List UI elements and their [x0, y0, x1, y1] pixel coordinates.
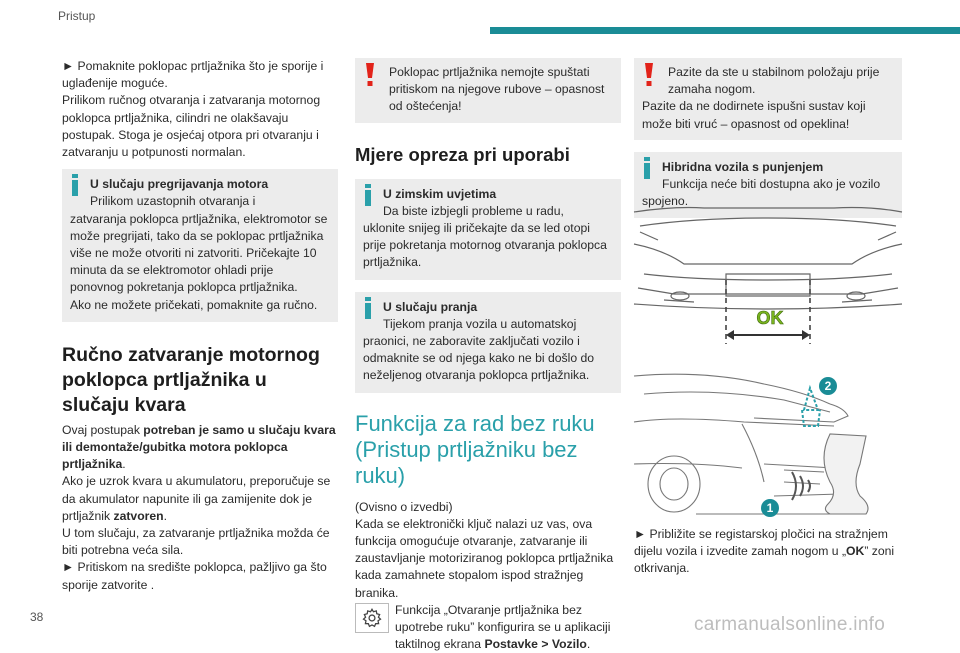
text-run-bold: OK	[846, 544, 865, 559]
paragraph-battery-cause	[62, 473, 338, 525]
text-run: Ovaj postupak	[62, 422, 144, 437]
warning-icon	[644, 63, 654, 92]
paragraph-step-approach-plate	[634, 526, 902, 578]
warning-icon	[365, 63, 375, 92]
paragraph-depending-version: (Ovisno o izvedbi)	[355, 499, 453, 514]
page-number: 38	[30, 610, 44, 624]
settings-path: Postavke > Vozilo	[484, 637, 587, 652]
running-header-section: Pristup	[58, 9, 96, 23]
lid-open-arrow-stem	[802, 410, 820, 426]
info-box-text-first: Da biste izbjegli probleme u radu,	[383, 203, 564, 218]
info-box-washing	[355, 292, 621, 393]
figure-foot-swing	[634, 364, 902, 522]
header-accent-bar	[490, 27, 960, 34]
text-run-bold: potreban je samo u slučaju kvara ili demontaže/gubitka motora poklopca prtljažnika	[62, 422, 336, 472]
info-icon	[363, 297, 373, 324]
text-run: .	[122, 457, 126, 472]
warning-text: Pazite da ne dodirnete ispušni sustav koji može biti vruć – opasnost od opeklina!	[642, 99, 866, 131]
info-box-heading: U slučaju pregrijavanja motora	[90, 177, 269, 192]
info-box-text-first: Tijekom pranja vozila u automatskoj	[383, 316, 577, 331]
settings-note	[355, 602, 621, 653]
info-box-text-first: Funkcija neće biti dostupna ako je vozilo	[662, 177, 881, 192]
warning-text-second: zamaha nogom.	[668, 82, 756, 97]
info-box-text-last: Ako ne možete pričekati, pomaknite ga ručno.	[70, 297, 318, 312]
warning-text: pritiskom na njegove rubove – opasnost od oštećenja!	[389, 82, 605, 114]
info-box-text-first: Prilikom uzastopnih otvaranja i	[90, 194, 256, 209]
column-2	[355, 58, 621, 653]
figure-marker-1: 1	[766, 501, 774, 515]
column-3-bottom	[634, 526, 902, 578]
info-box-heading: U zimskim uvjetima	[383, 186, 497, 201]
watermark: carmanualsonline.info	[694, 614, 886, 635]
info-icon	[642, 157, 652, 184]
text-run: Ako je uzrok kvara u akumulatoru, preporučuje se da akumulator napunite ili ga zamijenite dok je prtljažnik	[62, 474, 331, 523]
paragraph-procedure-scope	[62, 422, 338, 474]
text-run: ” zoni otkrivanja.	[634, 544, 895, 576]
paragraph-manual-resistance: Prilikom ručnog otvaranja i zatvaranja motornog poklopca prtljažnika, cilindri ne olakšavaju postupak. Stoga je osjećaj otpora pri otvaranju i zatvaranju u potpunosti normalan.	[62, 93, 321, 160]
rear-bumper-illustration	[634, 204, 902, 360]
info-box-text: praonici, ne zaboravite zaključati vozilo i odmaknite se od njega kako ne bi došlo do neželjenog otvaranja poklopca prtljažnika.	[363, 334, 595, 383]
info-box-heading: U slučaju pranja	[383, 299, 478, 314]
figure-marker-2: 2	[824, 379, 832, 393]
paragraph-step-move-slowly: ► Pomaknite poklopac prtljažnika što je sporije i uglađenije moguće.	[62, 59, 324, 91]
text-run: .	[586, 637, 591, 652]
text-run: .	[163, 508, 167, 523]
section-title-precautions: Mjere opreza pri uporabi	[355, 143, 570, 165]
column-1	[62, 58, 338, 594]
info-box-text: spojeno.	[642, 194, 689, 209]
settings-note-text: Funkcija „Otvaranje prtljažnika bez upotrebe ruku” konfigurira se u aplikaciji taktilnog ekrana	[395, 602, 611, 652]
warning-text-first: Pazite da ste u stabilnom položaju prije	[668, 65, 880, 79]
info-box-winter	[355, 179, 621, 280]
info-box-overheating	[62, 169, 338, 322]
section-title-manual-closing: Ručno zatvaranje motornog poklopca prtljažnika u slučaju kvara	[62, 343, 320, 416]
warning-text-first: Poklopac prtljažnika nemojte spuštati	[389, 65, 590, 79]
paragraph-more-force: U tom slučaju, za zatvaranje prtljažnika možda će biti potrebna veća sila.	[62, 526, 330, 558]
text-run-bold: zatvoren	[113, 508, 164, 523]
info-box-text: zatvaranja poklopca prtljažnika, elektromotor se može pregrijati, tako da se poklopac prtljažnika više ne može otvoriti ni zatvoriti. Pričekajte 10 minuta da se elektromotor ohladi prije ponovnog pokretanja poklopca prtljažnika.	[70, 211, 328, 295]
gear-icon	[355, 603, 389, 633]
figure-detection-zone	[634, 204, 902, 360]
section-title-hands-free: Funkcija za rad bez ruku (Pristup prtljažniku bez ruku)	[355, 410, 595, 488]
warning-box-stability	[634, 58, 902, 140]
warning-box-edges	[355, 58, 621, 123]
text-run: ► Približite se registarskoj pločici na stražnjem dijelu vozila i izvedite zamah nogom u „	[634, 527, 888, 559]
leg-shape	[824, 434, 868, 514]
info-box-text: uklonite snijeg ili pričekajte da se led otopi prije pokretanja motornog otvaranja poklopca prtljažnika.	[363, 221, 607, 270]
info-icon	[363, 184, 373, 211]
column-3	[634, 58, 902, 218]
paragraph-step-press-center: ► Pritiskom na središte poklopca, pažljivo ga što sporije zatvorite .	[62, 560, 327, 592]
ok-zone-label: OK	[756, 308, 784, 328]
paragraph-hands-free-description: Kada se elektronički ključ nalazi uz vas, ova funkcija omogućuje otvaranje, zatvaranje ili zaustavljanje motoriziranog poklopca prtljažnika kada zamahnete stopalom ispod stražnjeg branika.	[355, 516, 614, 600]
info-icon	[70, 174, 80, 201]
info-box-heading: Hibridna vozila s punjenjem	[662, 159, 824, 174]
